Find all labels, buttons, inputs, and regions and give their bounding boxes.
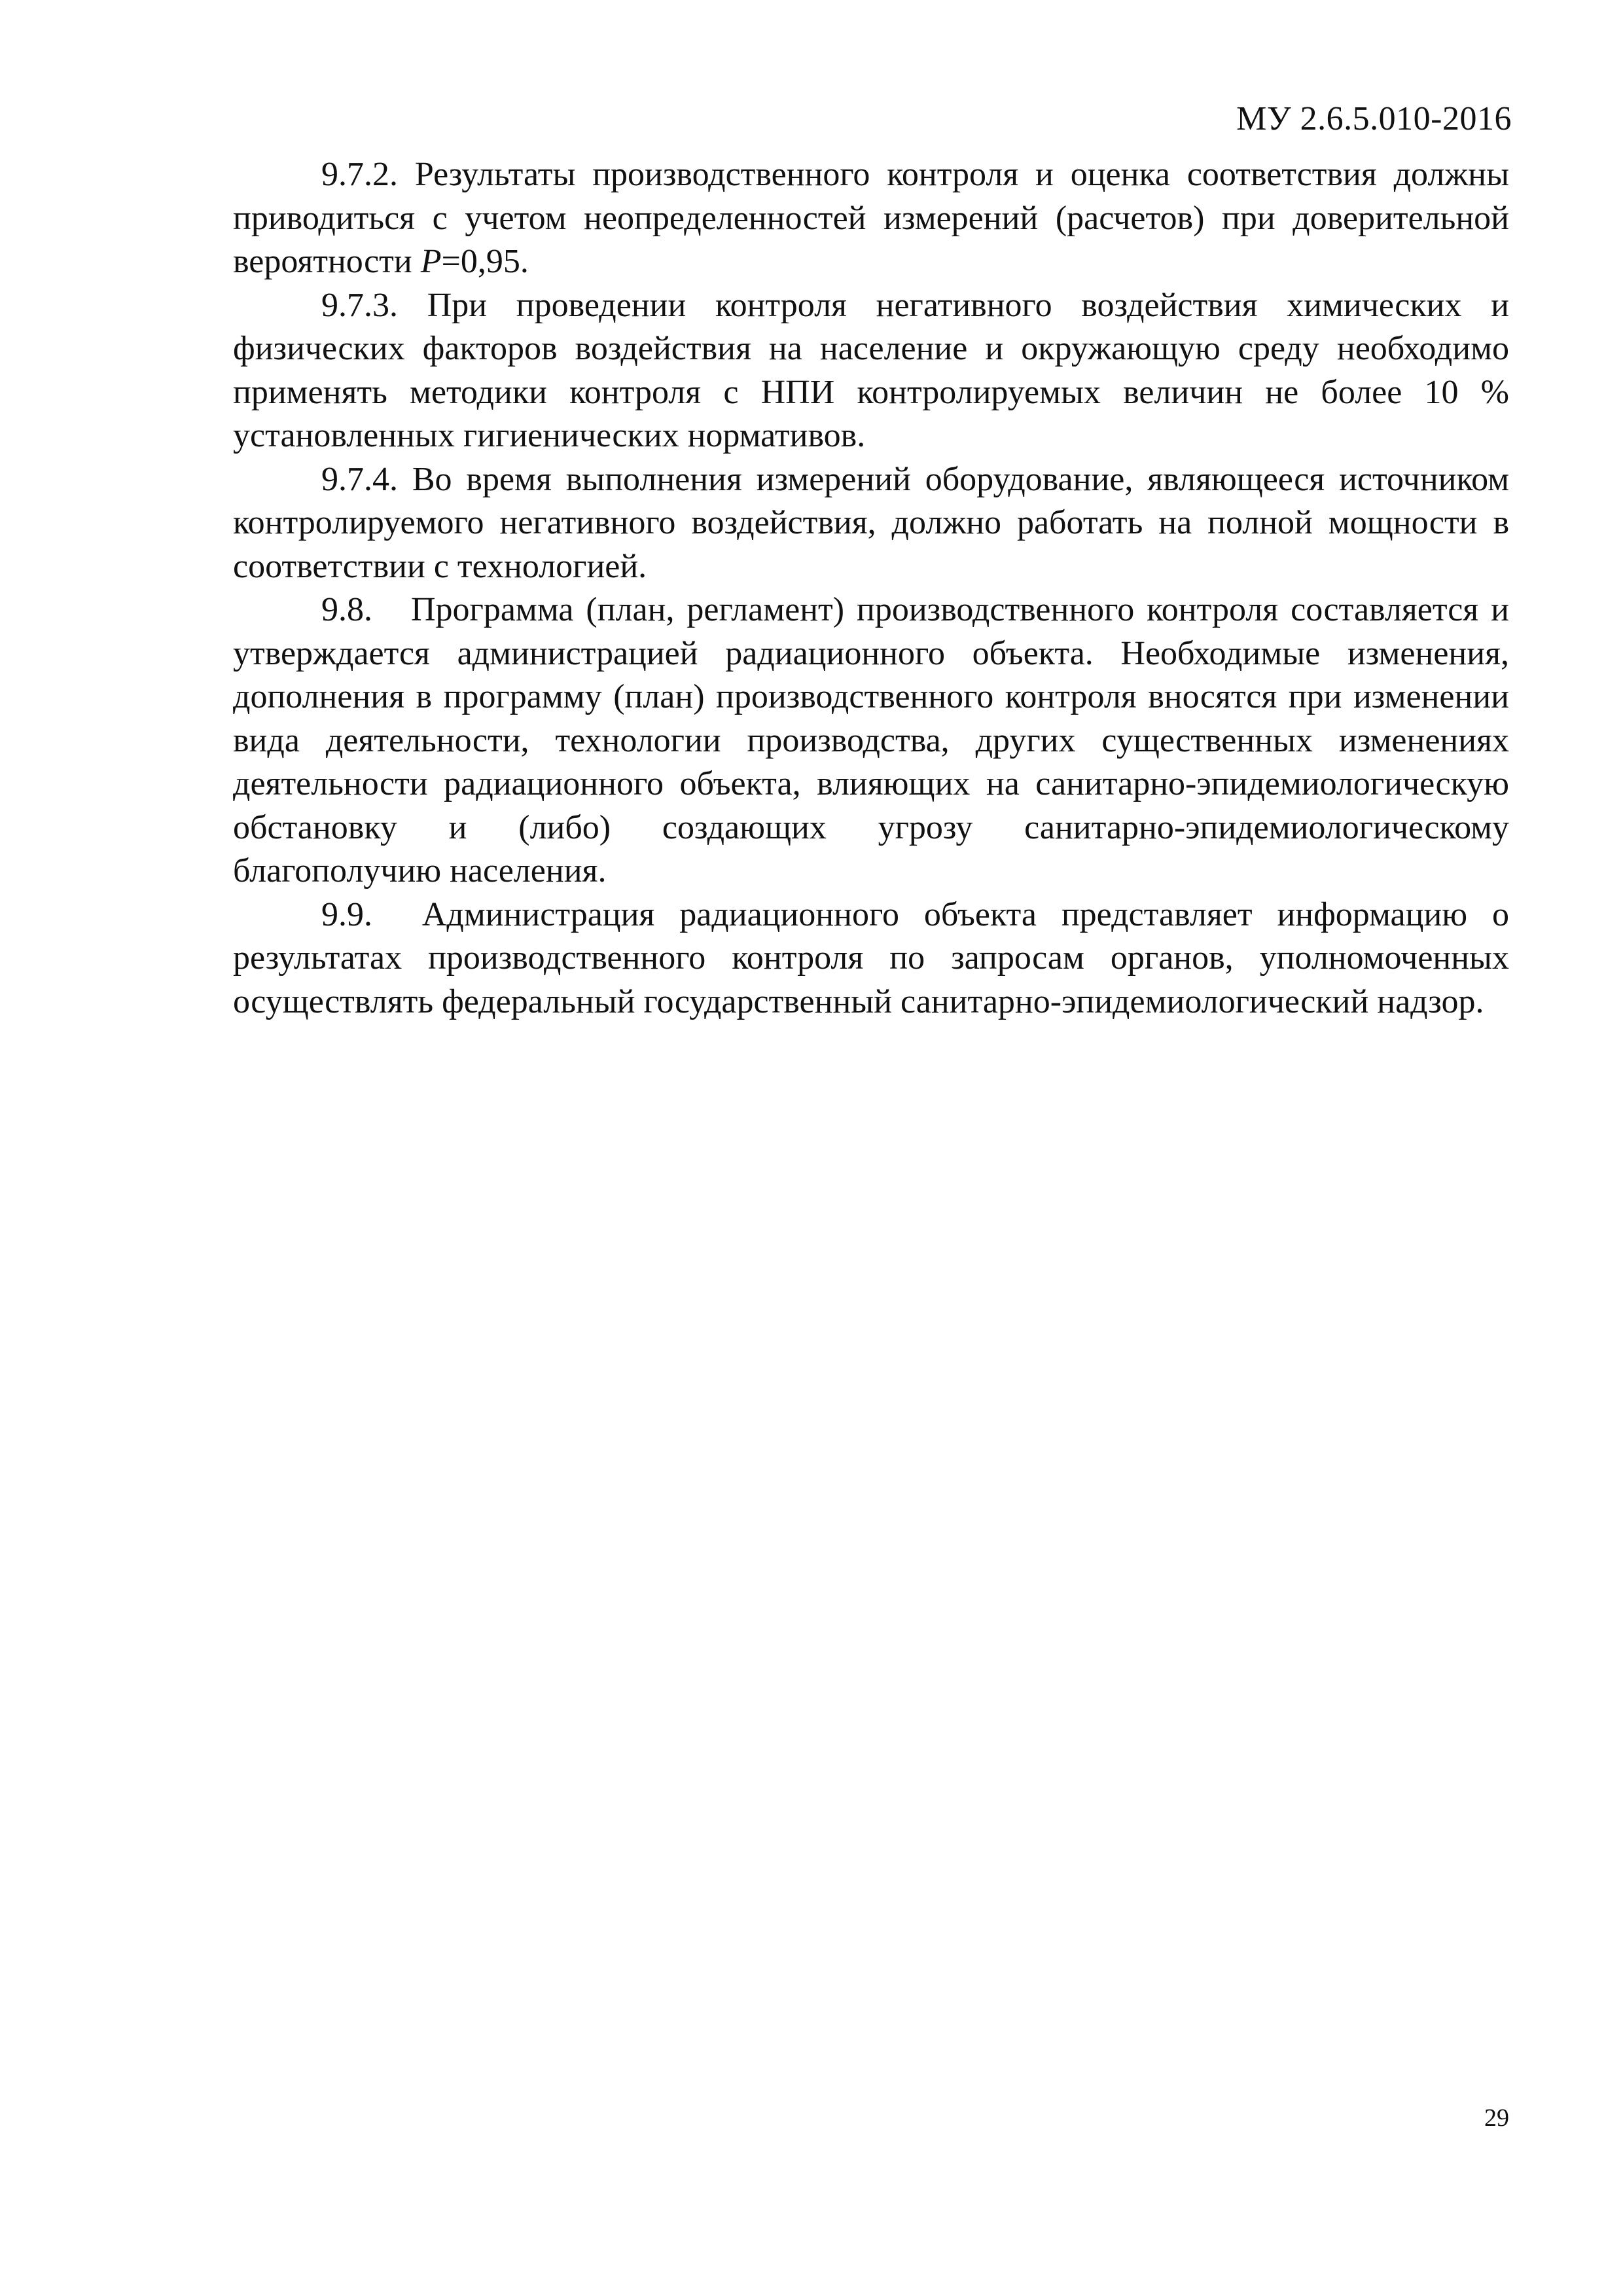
document-body xyxy=(233,153,1509,1024)
paragraph-9-9 xyxy=(233,893,1509,1024)
paragraph-number: 9.7.4. xyxy=(321,460,398,498)
probability-variable: P xyxy=(420,243,442,280)
page-number: 29 xyxy=(1484,2104,1509,2132)
paragraph-number: 9.7.3. xyxy=(321,286,398,324)
paragraph-number: 9.8. xyxy=(321,591,372,628)
paragraph-9-8 xyxy=(233,588,1509,893)
paragraph-9-7-3 xyxy=(233,284,1509,458)
paragraph-number: 9.9. xyxy=(321,895,372,933)
probability-value: =0,95. xyxy=(441,243,529,280)
paragraph-text: Администрация радиационного объекта представляет информацию о результатах производственного контроля по запросам органов, уполномоченных осуществлять федеральный государственный санитарно-эпидемиологический надзор. xyxy=(233,895,1509,1020)
paragraph-9-7-4 xyxy=(233,458,1509,589)
document-code-header: МУ 2.6.5.010-2016 xyxy=(1236,100,1512,137)
paragraph-text: При проведении контроля негативного воздействия химических и физических факторов воздействия на население и окружающую среду необходимо применять методики контроля с НПИ контролируемых величин не более 10 % установленных гигиенических нормативов. xyxy=(233,286,1510,454)
paragraph-text: Во время выполнения измерений оборудование, являющееся источником контролируемого негативного воздействия, должно работать на полной мощности в соответствии с технологией. xyxy=(233,460,1510,585)
paragraph-text: Программа (план, регламент) производственного контроля составляется и утверждается администрацией радиационного объекта. Необходимые изменения, дополнения в программу (план) производственного контроля вносятся при изменении вида деятельности, технологии производства, других существенных изменениях деятельности радиационного объекта, влияющих на санитарно-эпидемиологическую обстановку и (либо) создающих угрозу санитарно-эпидемиологическому благополучию населения. xyxy=(233,591,1509,889)
paragraph-text: Результаты производственного контроля и оценка соответствия должны приводиться с учетом неопределенностей измерений (расчетов) при доверительной вероятности xyxy=(233,156,1510,280)
paragraph-9-7-2 xyxy=(233,153,1509,284)
paragraph-number: 9.7.2. xyxy=(321,156,398,193)
